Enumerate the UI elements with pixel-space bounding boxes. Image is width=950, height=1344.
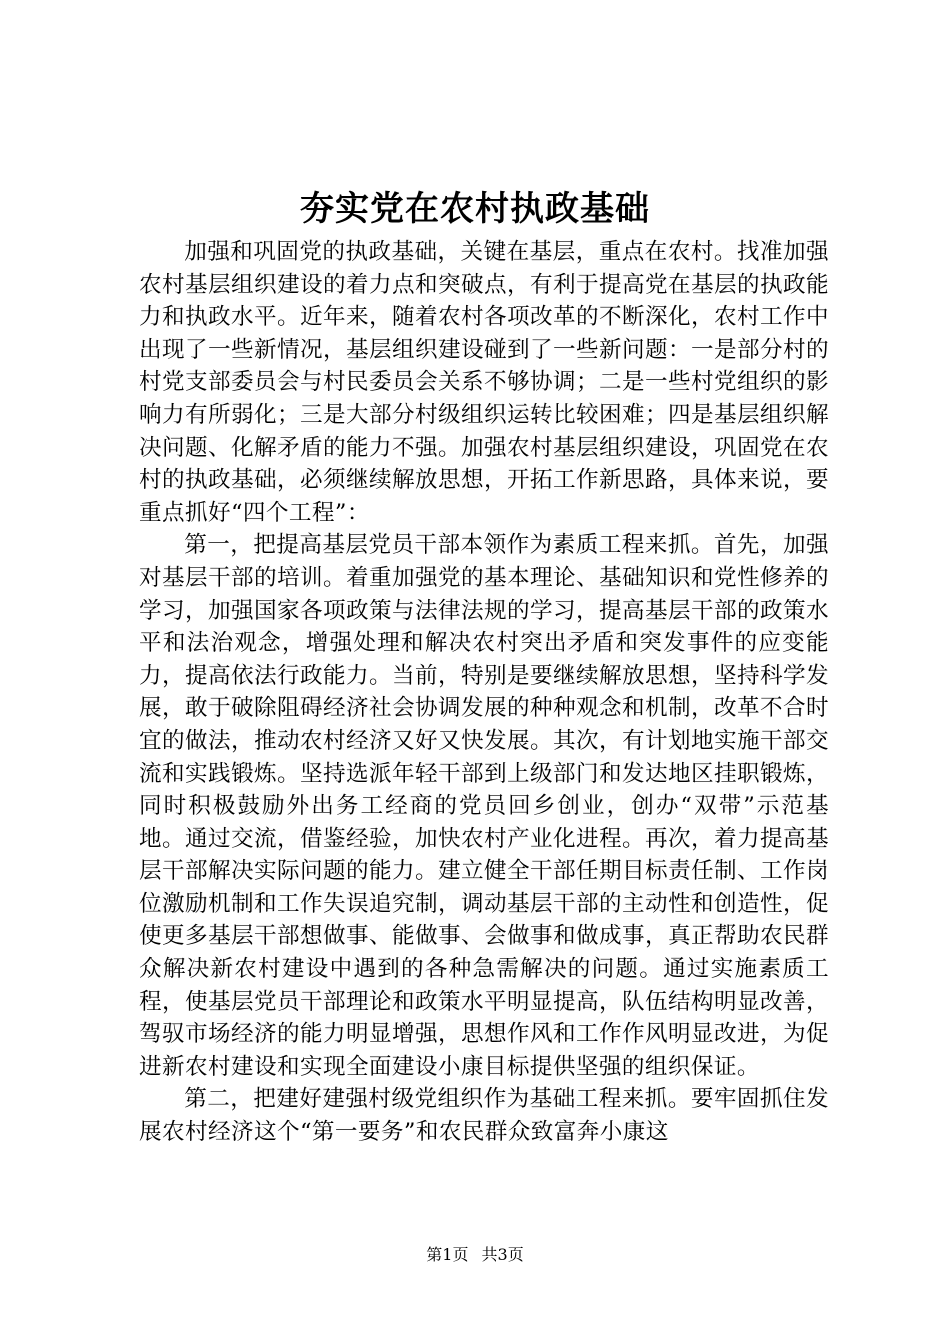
page-number: 第1页	[426, 1245, 469, 1264]
document-body	[139, 236, 829, 1149]
paragraph-second-project: 第二，把建好建强村级党组织作为基础工程来抓。要牢固抓住发展农村经济这个“第一要务”和农民群众致富奔小康这	[139, 1086, 829, 1146]
page-footer	[0, 1244, 950, 1266]
document-title: 夯实党在农村执政基础	[300, 189, 650, 229]
page-total: 共3页	[481, 1245, 524, 1264]
paragraph-intro: 加强和巩固党的执政基础，关键在基层，重点在农村。找准加强农村基层组织建设的着力点和突破点，有利于提高党在基层的执政能力和执政水平。近年来，随着农村各项改革的不断深化，农村工作中出现了一些新情况，基层组织建设碰到了一些新问题：一是部分村的村党支部委员会与村民委员会关系不够协调；二是一些村党组织的影响力有所弱化；三是大部分村级组织运转比较困难；四是基层组织解决问题、化解矛盾的能力不强。加强农村基层组织建设，巩固党在农村的执政基础，必须继续解放思想，开拓工作新思路，具体来说，要重点抓好“四个工程”：	[139, 239, 829, 526]
paragraph-first-project: 第一，把提高基层党员干部本领作为素质工程来抓。首先，加强对基层干部的培训。着重加强党的基本理论、基础知识和党性修养的学习，加强国家各项政策与法律法规的学习，提高基层干部的政策水平和法治观念，增强处理和解决农村突出矛盾和突发事件的应变能力，提高依法行政能力。当前，特别是要继续解放思想，坚持科学发展，敢于破除阻碍经济社会协调发展的种种观念和机制，改革不合时宜的做法，推动农村经济又好又快发展。其次，有计划地实施干部交流和实践锻炼。坚持选派年轻干部到上级部门和发达地区挂职锻炼，同时积极鼓励外出务工经商的党员回乡创业，创办“双带”示范基地。通过交流，借鉴经验，加快农村产业化进程。再次，着力提高基层干部解决实际问题的能力。建立健全干部任期目标责任制、工作岗位激励机制和工作失误追究制，调动基层干部的主动性和创造性，促使更多基层干部想做事、能做事、会做事和做成事，真正帮助农民群众解决新农村建设中遇到的各种急需解决的问题。通过实施素质工程，使基层党员干部理论和政策水平明显提高，队伍结构明显改善，驾驭市场经济的能力明显增强，思想作风和工作作风明显改进，为促进新农村建设和实现全面建设小康目标提供坚强的组织保证。	[139, 532, 829, 1080]
